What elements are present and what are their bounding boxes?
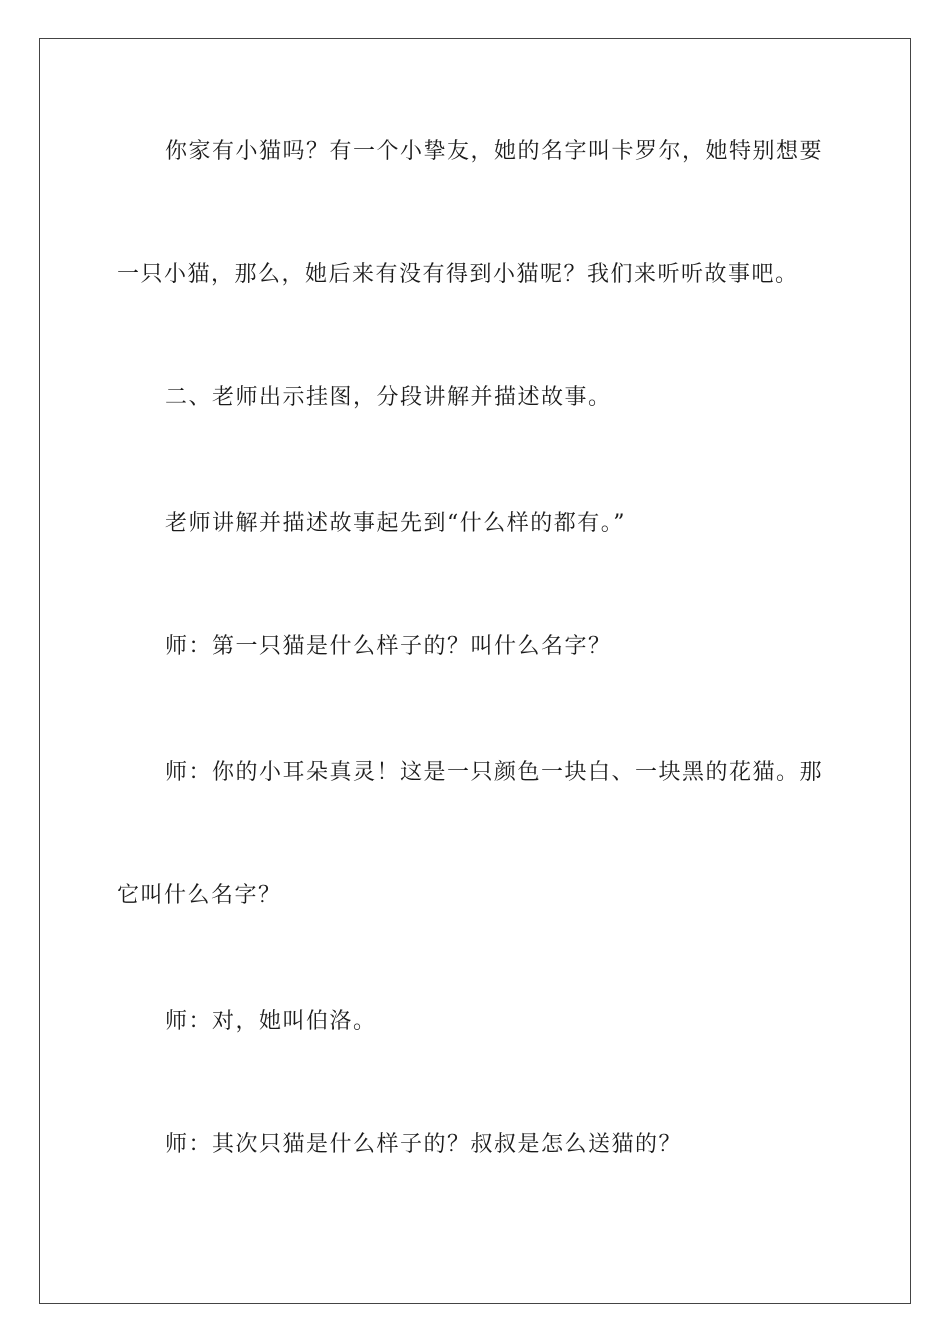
paragraph-line: 它叫什么名字？ [117, 883, 282, 908]
paragraph-line: 你家有小猫吗？有一个小挚友，她的名字叫卡罗尔，她特别想要 [165, 139, 824, 164]
paragraph-line: 二、老师出示挂图，分段讲解并描述故事。 [165, 385, 612, 410]
paragraph-line: 师：其次只猫是什么样子的？叔叔是怎么送猫的？ [165, 1132, 683, 1157]
paragraph-line: 师：对，她叫伯洛。 [165, 1009, 377, 1034]
paragraph-line: 一只小猫，那么，她后来有没有得到小猫呢？我们来听听故事吧。 [117, 262, 799, 287]
paragraph-line: 老师讲解并描述故事起先到“什么样的都有。” [165, 511, 626, 536]
paragraph-line: 师：第一只猫是什么样子的？叫什么名字？ [165, 634, 612, 659]
page-border [39, 38, 911, 1304]
paragraph-line: 师：你的小耳朵真灵！这是一只颜色一块白、一块黑的花猫。那 [165, 760, 824, 785]
